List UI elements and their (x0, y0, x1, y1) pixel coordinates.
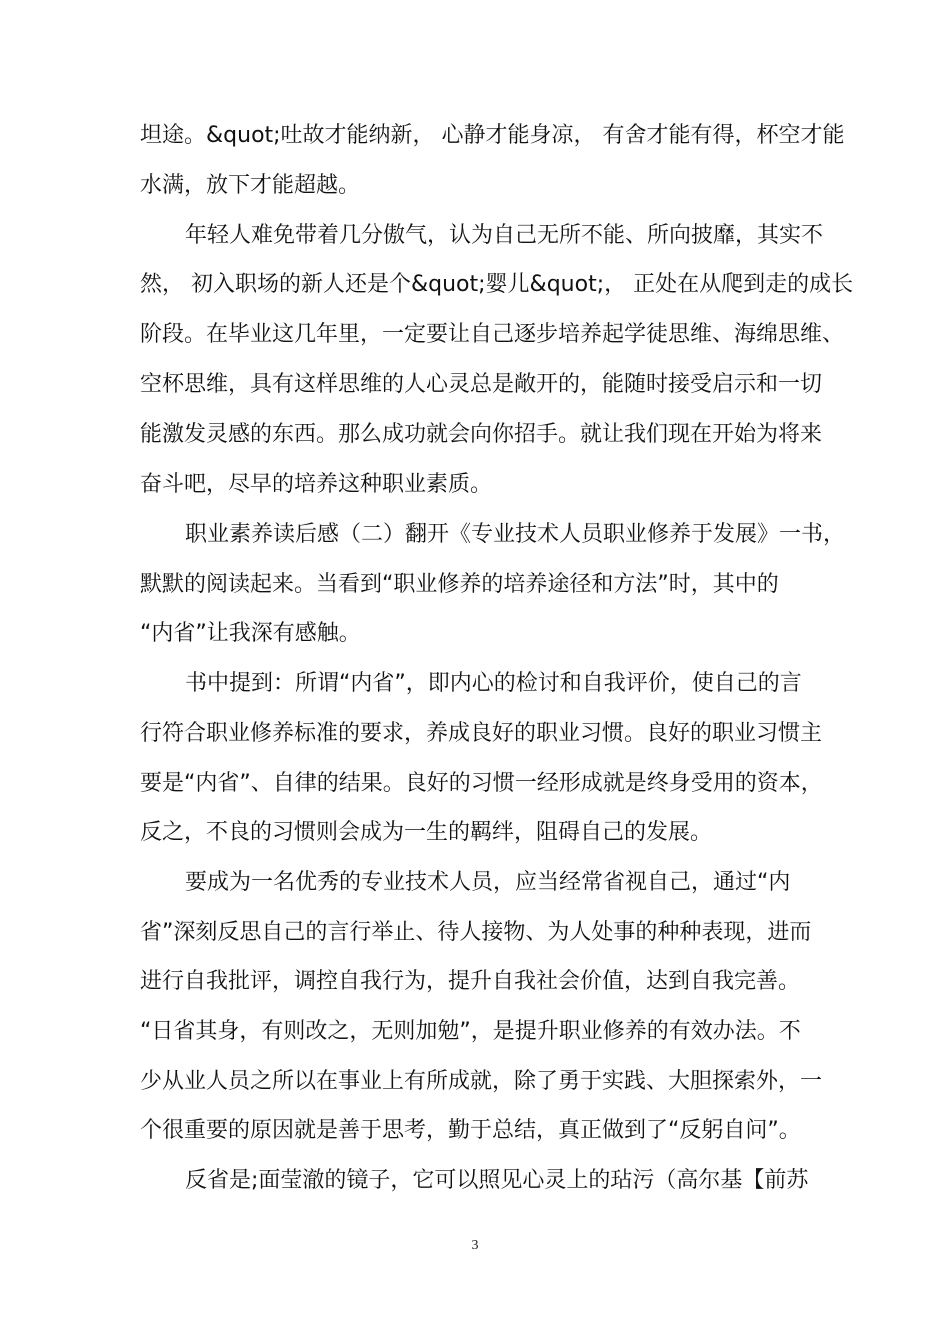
text-line: 能激发灵感的东西。那么成功就会向你招手。就让我们现在开始为将来 (140, 422, 823, 447)
text-line: 坦途。&quot;吐故才能纳新， 心静才能身凉， 有舍才能有得，杯空才能 (140, 123, 845, 148)
text-line: 要是“内省”、自律的结果。良好的习惯一经形成就是终身受用的资本， (140, 771, 823, 796)
text-line: 职业素养读后感（二）翻开《专业技术人员职业修养于发展》一书， (185, 522, 846, 547)
text-line: 年轻人难免带着几分傲气，认为自己无所不能、所向披靡，其实不 (185, 223, 824, 248)
text-line: 然， 初入职场的新人还是个&quot;婴儿&quot;， 正处在从爬到走的成长 (140, 272, 854, 297)
text-line: 书中提到：所谓“内省”，即内心的检讨和自我评价，使自己的言 (185, 671, 802, 696)
text-line: 默默的阅读起来。当看到“职业修养的培养途径和方法”时，其中的 (140, 572, 779, 597)
text-line: 阶段。在毕业这几年里，一定要让自己逐步培养起学徒思维、海绵思维、 (140, 322, 845, 347)
page-number: 3 (471, 1238, 479, 1253)
text-line: 空杯思维，具有这样思维的人心灵总是敞开的，能随时接受启示和一切 (140, 372, 823, 397)
text-line: “内省”让我深有感触。 (140, 621, 361, 646)
text-line: “日省其身，有则改之，无则加勉”，是提升职业修养的有效办法。不 (140, 1019, 801, 1044)
text-line: 奋斗吧，尽早的培养这种职业素质。 (140, 472, 493, 497)
text-line: 省”深刻反思自己的言行举止、待人接物、为人处事的种种表现，进而 (140, 920, 812, 945)
text-line: 要成为一名优秀的专业技术人员，应当经常省视自己，通过“内 (185, 870, 791, 895)
text-line: 进行自我批评，调控自我行为，提升自我社会价值，达到自我完善。 (140, 969, 801, 994)
text-line: 反省是;面莹澈的镜子，它可以照见心灵上的玷污（高尔基【前苏 (185, 1168, 809, 1193)
text-line: 反之，不良的习惯则会成为一生的羁绊，阻碍自己的发展。 (140, 820, 713, 845)
text-line: 个很重要的原因就是善于思考，勤于总结，真正做到了“反躬自问”。 (140, 1118, 801, 1143)
text-line: 少从业人员之所以在事业上有所成就，除了勇于实践、大胆探索外，一 (140, 1069, 823, 1094)
text-line: 行符合职业修养标准的要求，养成良好的职业习惯。良好的职业习惯主 (140, 721, 823, 746)
text-line: 水满，放下才能超越。 (140, 173, 361, 198)
